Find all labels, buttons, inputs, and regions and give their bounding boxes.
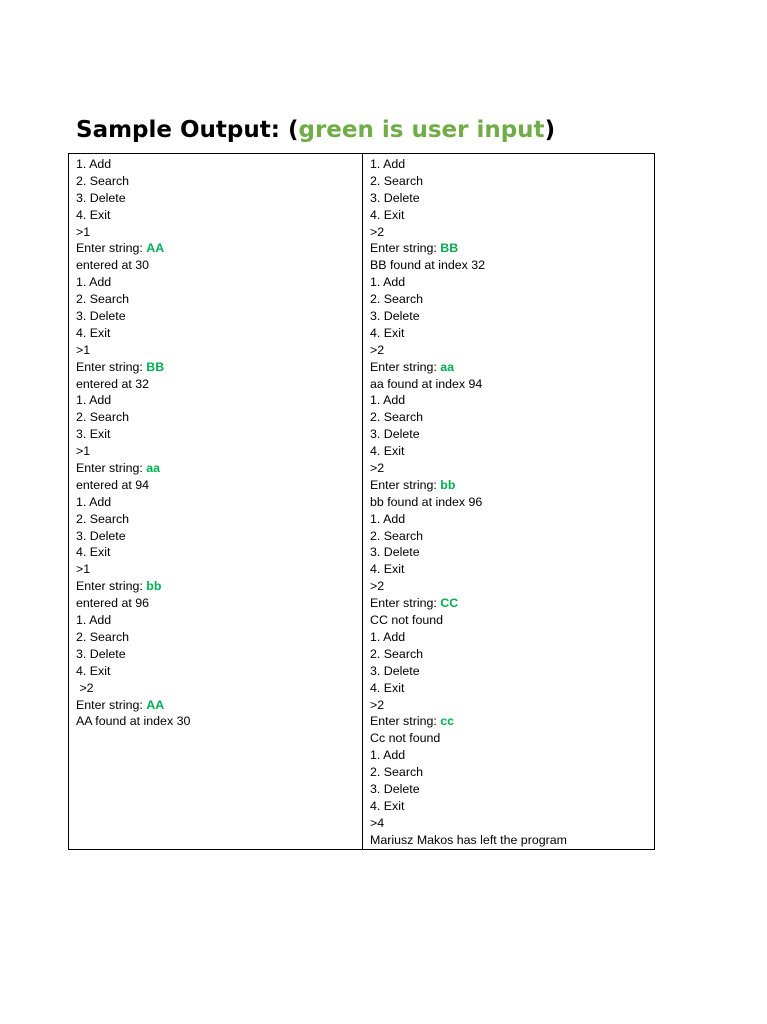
table-row: [69, 154, 655, 850]
output-line: [76, 494, 362, 511]
output-text: AA found at index 30: [76, 714, 191, 729]
output-line: [76, 646, 362, 663]
output-line: [76, 680, 362, 697]
output-line: [76, 578, 362, 595]
output-line: [370, 240, 654, 257]
output-line: [370, 359, 654, 376]
user-input-text: BB: [440, 241, 459, 256]
output-line: [370, 392, 654, 409]
output-line: [370, 443, 654, 460]
output-text: >2: [76, 680, 94, 695]
output-text: 1. Add: [370, 511, 406, 526]
output-text: entered at 94: [76, 477, 150, 492]
output-line: [370, 612, 654, 629]
output-text: Enter string:: [370, 359, 441, 374]
output-text: >2: [370, 461, 385, 476]
output-line: [370, 224, 654, 241]
output-text: 4. Exit: [370, 562, 405, 577]
output-line: [370, 325, 654, 342]
user-input-text: aa: [440, 359, 455, 374]
output-line: [76, 173, 362, 190]
output-text: 1. Add: [76, 494, 112, 509]
output-text: bb found at index 96: [370, 494, 483, 509]
output-line: [76, 274, 362, 291]
output-line: [370, 764, 654, 781]
output-line: [76, 544, 362, 561]
output-line: [76, 460, 362, 477]
output-text: 1. Add: [76, 275, 112, 290]
output-text: Enter string:: [370, 714, 441, 729]
output-line: [370, 798, 654, 815]
output-text: 2. Search: [370, 646, 424, 661]
user-input-text: AA: [146, 241, 165, 256]
output-line: [370, 697, 654, 714]
output-line: [76, 291, 362, 308]
page-heading: [76, 113, 555, 147]
user-input-text: BB: [146, 359, 165, 374]
output-text: 4. Exit: [370, 444, 405, 459]
output-line: [76, 426, 362, 443]
output-line: [76, 561, 362, 578]
output-line: [370, 646, 654, 663]
output-text: 1. Add: [370, 157, 406, 171]
output-line: [76, 342, 362, 359]
output-text: entered at 30: [76, 258, 150, 273]
output-line: [76, 595, 362, 612]
output-line: [76, 240, 362, 257]
output-text: 2. Search: [370, 173, 424, 188]
output-line: [76, 629, 362, 646]
output-line: [370, 561, 654, 578]
output-line: [370, 494, 654, 511]
sample-output-table: [68, 153, 655, 850]
output-text: 3. Delete: [76, 646, 126, 661]
output-text: 4. Exit: [370, 798, 405, 813]
output-line: [370, 629, 654, 646]
output-text: Cc not found: [370, 731, 441, 746]
output-line: [370, 832, 654, 849]
output-text: entered at 32: [76, 376, 150, 391]
output-line: [76, 190, 362, 207]
output-line: [76, 359, 362, 376]
output-line: [370, 544, 654, 561]
output-line: [370, 173, 654, 190]
output-text: 4. Exit: [370, 207, 405, 222]
output-text: >1: [76, 444, 91, 459]
output-text: 4. Exit: [76, 207, 111, 222]
output-text: 1. Add: [370, 629, 406, 644]
output-text: Enter string:: [370, 241, 441, 256]
user-input-text: cc: [440, 714, 455, 729]
user-input-text: AA: [146, 697, 165, 712]
heading-green-text: green is user input: [298, 117, 545, 143]
output-line: [76, 409, 362, 426]
output-text: 1. Add: [370, 393, 406, 408]
heading-prefix: Sample Output: (: [76, 117, 299, 143]
output-text: 1. Add: [76, 613, 112, 628]
output-line: [76, 443, 362, 460]
left-output-column: [69, 154, 363, 850]
output-text: Enter string:: [76, 359, 147, 374]
right-output-column: [363, 154, 655, 850]
output-text: 4. Exit: [370, 680, 405, 695]
output-line: [76, 156, 362, 173]
output-text: >2: [370, 697, 385, 712]
user-input-text: bb: [146, 579, 162, 594]
output-line: [370, 342, 654, 359]
output-line: [370, 190, 654, 207]
output-line: [76, 713, 362, 730]
output-text: 2. Search: [76, 410, 130, 425]
user-input-text: CC: [440, 596, 459, 611]
output-text: Enter string:: [370, 596, 441, 611]
output-text: >4: [370, 815, 385, 830]
output-line: [76, 477, 362, 494]
output-line: [370, 663, 654, 680]
output-text: >1: [76, 562, 91, 577]
output-text: 2. Search: [370, 292, 424, 307]
output-line: [370, 207, 654, 224]
output-text: 1. Add: [370, 275, 406, 290]
output-line: [370, 156, 654, 173]
output-text: 3. Delete: [76, 528, 126, 543]
output-text: 1. Add: [76, 157, 112, 171]
output-text: Enter string:: [76, 579, 147, 594]
output-line: [76, 392, 362, 409]
output-line: [76, 224, 362, 241]
output-line: [76, 528, 362, 545]
output-text: 3. Delete: [76, 190, 126, 205]
output-text: >2: [370, 342, 385, 357]
output-text: 3. Delete: [370, 190, 420, 205]
output-line: [76, 376, 362, 393]
output-text: 2. Search: [370, 765, 424, 780]
output-text: >1: [76, 224, 91, 239]
output-line: [370, 477, 654, 494]
heading-suffix: ): [544, 117, 556, 143]
output-text: entered at 96: [76, 596, 150, 611]
output-line: [370, 730, 654, 747]
output-text: 2. Search: [76, 292, 130, 307]
output-line: [370, 426, 654, 443]
output-text: 4. Exit: [76, 545, 111, 560]
output-text: 3. Delete: [370, 663, 420, 678]
output-line: [370, 308, 654, 325]
output-text: Enter string:: [370, 477, 441, 492]
output-text: 4. Exit: [370, 325, 405, 340]
output-line: [76, 257, 362, 274]
output-line: [370, 815, 654, 832]
output-text: CC not found: [370, 613, 444, 628]
output-line: [370, 291, 654, 308]
output-line: [76, 511, 362, 528]
output-text: Enter string:: [76, 241, 147, 256]
output-text: 3. Delete: [76, 309, 126, 324]
output-line: [370, 460, 654, 477]
output-text: 1. Add: [370, 748, 406, 763]
output-text: 3. Delete: [370, 781, 420, 796]
output-line: [370, 511, 654, 528]
output-line: [76, 663, 362, 680]
output-line: [370, 747, 654, 764]
output-text: aa found at index 94: [370, 376, 483, 391]
output-line: [76, 697, 362, 714]
user-input-text: aa: [146, 461, 161, 476]
output-line: [76, 612, 362, 629]
output-text: 2. Search: [370, 410, 424, 425]
output-text: 3. Delete: [370, 309, 420, 324]
output-line: [76, 308, 362, 325]
output-line: [76, 325, 362, 342]
output-text: 4. Exit: [76, 325, 111, 340]
output-text: 3. Delete: [370, 545, 420, 560]
output-text: 2. Search: [76, 511, 130, 526]
user-input-text: bb: [440, 477, 456, 492]
output-text: Mariusz Makos has left the program: [370, 832, 567, 847]
output-text: 2. Search: [76, 173, 130, 188]
output-line: [370, 781, 654, 798]
output-line: [370, 257, 654, 274]
output-line: [370, 274, 654, 291]
output-line: [370, 595, 654, 612]
output-text: >2: [370, 224, 385, 239]
output-text: >1: [76, 342, 91, 357]
output-text: 3. Delete: [370, 427, 420, 442]
output-line: [370, 680, 654, 697]
output-text: >2: [370, 579, 385, 594]
output-text: Enter string:: [76, 461, 147, 476]
output-text: 1. Add: [76, 393, 112, 408]
output-text: 4. Exit: [76, 663, 111, 678]
output-text: BB found at index 32: [370, 258, 486, 273]
output-text: 3. Exit: [76, 427, 111, 442]
output-line: [370, 578, 654, 595]
output-text: Enter string:: [76, 697, 147, 712]
output-text: 2. Search: [370, 528, 424, 543]
output-line: [370, 713, 654, 730]
output-line: [370, 376, 654, 393]
output-line: [370, 409, 654, 426]
output-line: [76, 207, 362, 224]
output-text: 2. Search: [76, 629, 130, 644]
output-line: [370, 528, 654, 545]
